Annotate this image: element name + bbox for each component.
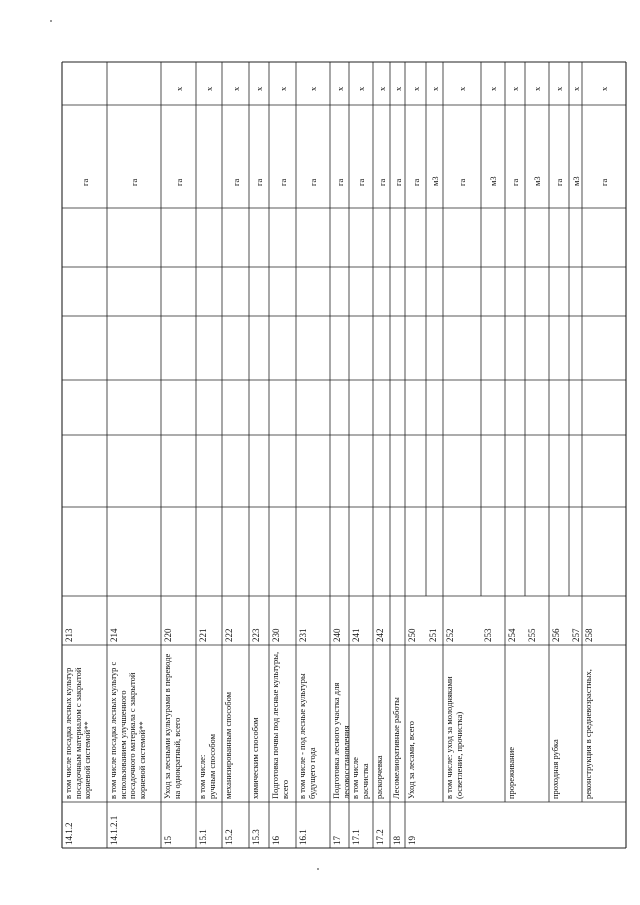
row-unit: га: [599, 178, 609, 186]
row-name: Уход за лесами, всего: [406, 721, 416, 799]
row-number: 15: [163, 836, 173, 845]
row-mark: х: [429, 86, 440, 91]
row-number: 15.2: [224, 829, 234, 845]
row-unit: га: [334, 178, 345, 186]
row-unit: м3: [532, 176, 542, 186]
row-name: Подготовка лесного участка для лесовосстановления: [331, 682, 351, 799]
row-unit: га: [230, 178, 241, 186]
row-unit: га: [79, 178, 90, 186]
row-name: реконструкция в средневозрастных,: [583, 669, 593, 799]
row-code: 230: [271, 628, 281, 642]
row-unit: га: [457, 178, 467, 186]
row-mark: х: [488, 86, 498, 91]
row-code: 258: [584, 628, 594, 642]
row-name: Подготовка почвы под лесные культуры, всего: [270, 651, 290, 799]
row-unit: м3: [488, 176, 498, 186]
row-code: 251: [428, 628, 438, 642]
row-number: 15.3: [251, 829, 261, 845]
row-code: 240: [332, 628, 342, 642]
row-code: 214: [109, 628, 119, 642]
row-unit: га: [410, 178, 421, 186]
row-mark: х: [254, 86, 264, 91]
row-unit: га: [308, 178, 318, 186]
row-code: 255: [527, 628, 537, 642]
row-mark: х: [356, 86, 366, 91]
row-number: 17.2: [375, 829, 385, 845]
row-mark: х: [554, 86, 564, 91]
row-code: 252: [445, 628, 455, 642]
scan-speck: [50, 20, 52, 22]
row-name: раскорчевка: [374, 755, 384, 799]
row-number: 18: [392, 836, 402, 845]
row-code: 222: [224, 628, 234, 642]
row-code: 231: [298, 628, 308, 642]
row-code: 241: [351, 628, 361, 642]
row-code: 256: [551, 628, 561, 642]
row-number: 17.1: [351, 829, 361, 845]
row-mark: х: [599, 86, 609, 91]
row-mark: х: [532, 86, 542, 91]
row-unit: га: [510, 178, 520, 186]
row-unit: га: [376, 178, 387, 186]
row-name: в том числе: ручным способом: [197, 733, 217, 799]
row-mark: х: [410, 86, 421, 91]
row-mark: х: [173, 86, 184, 91]
row-code: 221: [198, 628, 208, 642]
row-unit: га: [277, 178, 288, 186]
row-name: в том числе посадка лесных культур с использованием улучшенного посадочного материала с закрытой корневой системой**: [108, 661, 147, 799]
row-code: 223: [251, 628, 261, 642]
row-mark: х: [230, 86, 241, 91]
row-number: 19: [407, 836, 417, 845]
row-unit: га: [554, 178, 564, 186]
row-mark: х: [457, 86, 467, 91]
row-number: 14.1.2.1: [109, 815, 119, 845]
row-name: в том числе расчистка: [350, 757, 370, 799]
row-mark: х: [334, 86, 345, 91]
row-unit: га: [356, 178, 366, 186]
row-mark: х: [204, 86, 214, 91]
row-number: 16.1: [298, 829, 308, 845]
row-mark: х: [570, 86, 581, 91]
row-name: Лесомелиоративные работы: [391, 697, 401, 799]
row-code: 257: [571, 628, 581, 642]
row-number: 15.1: [198, 829, 208, 845]
row-number: 14.1.2: [64, 822, 74, 845]
row-number: 16: [271, 836, 281, 845]
row-code: 254: [507, 628, 517, 642]
row-code: 242: [375, 628, 385, 642]
row-name: механизированным способом: [223, 691, 233, 799]
row-code: 213: [64, 628, 74, 642]
row-unit: га: [173, 178, 184, 186]
row-unit: га: [129, 178, 139, 186]
row-unit: га: [254, 178, 264, 186]
row-unit: га: [392, 178, 403, 186]
row-mark: х: [277, 86, 288, 91]
row-code: 250: [407, 628, 417, 642]
scan-speck: [317, 868, 319, 870]
row-name: в том числе: уход за молодняками (осветление, прочистка): [444, 676, 464, 799]
row-name: в том числе - под лесные культуры будущего года: [297, 673, 317, 799]
row-code: 220: [163, 628, 173, 642]
row-name: прореживание: [506, 746, 516, 799]
row-name: в том числе посадка лесных культур посадочным материалом с закрытой корневой системой**: [63, 667, 92, 799]
row-name: проходная рубка: [550, 739, 560, 799]
row-mark: х: [308, 86, 318, 91]
row-name: химическим способом: [250, 717, 260, 799]
row-mark: х: [392, 86, 403, 91]
row-mark: х: [510, 86, 520, 91]
row-unit: м3: [429, 176, 440, 186]
row-number: 17: [332, 836, 342, 845]
row-name: Уход за лесными культурами в переводе на однократный, всего: [162, 653, 182, 799]
row-code: 253: [483, 628, 493, 642]
row-mark: х: [376, 86, 387, 91]
row-unit: м3: [570, 176, 581, 186]
